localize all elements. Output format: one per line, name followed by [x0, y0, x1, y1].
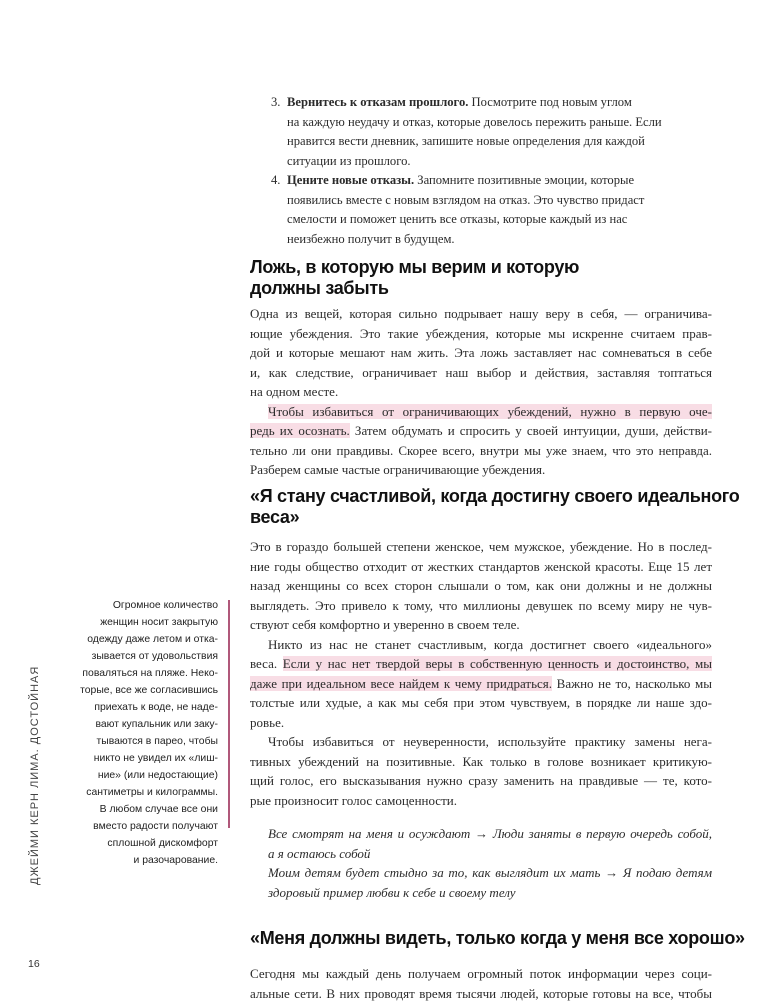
- sidebar-line: женщин носит закрытую: [60, 614, 218, 631]
- section-only-when-good-body: [250, 964, 712, 1003]
- text-line: ствуют себя комфортно и уверенно в своем теле.: [250, 615, 712, 635]
- numbered-list: [271, 93, 691, 249]
- text-line: появились вместе с новым взглядом на отказ. Это чувство придаст: [287, 191, 691, 211]
- text-line: [250, 654, 712, 674]
- heading-ideal-weight: [250, 486, 720, 528]
- text-segment: веса.: [250, 656, 283, 671]
- text-segment: Посмотрите под новым углом: [468, 95, 631, 109]
- text-line: тивных убеждений на позитивные. Как только в голове возникает критикую-: [250, 752, 712, 772]
- paragraph: [250, 635, 712, 733]
- text-line: нравится вести дневник, запишите новые определения для каждой: [287, 132, 691, 152]
- section-limiting-beliefs-body: [250, 304, 712, 480]
- text-segment: Важно не то, насколько мы: [552, 676, 712, 691]
- heading-line: «Я стану счастливой, когда достигну своего идеального: [250, 486, 720, 507]
- sidebar-line: никто не увидел их «лиш-: [60, 750, 218, 767]
- text-line: [250, 674, 712, 694]
- sidebar-line: сантиметры и килограммы.: [60, 784, 218, 801]
- sidebar-line: вают купальник или заку-: [60, 716, 218, 733]
- sidebar-line: тываются в парео, чтобы: [60, 733, 218, 750]
- heading-line: Ложь, в которую мы верим и которую: [250, 257, 720, 278]
- sidebar-rule: [228, 600, 230, 828]
- text-line: неизбежно получит в будущем.: [287, 230, 691, 250]
- paragraph: [250, 537, 712, 635]
- text-line: здоровый пример любви к себе и своему телу: [268, 883, 712, 903]
- text-line: назад женщины со всех сторон слышали о том, как они должны и не должны: [250, 576, 712, 596]
- text-line: [287, 171, 691, 191]
- list-item: [271, 93, 691, 171]
- text-line: [287, 93, 691, 113]
- affirmation-pair: [268, 863, 712, 902]
- text-line: [250, 421, 712, 441]
- text-line: Моим детям будет стыдно за то, как выглядит их мать → Я подаю детям: [268, 863, 712, 883]
- sidebar-line: поваляться на пляже. Неко-: [60, 665, 218, 682]
- list-number: 4.: [271, 171, 280, 191]
- heading-line: должны забыть: [250, 278, 720, 299]
- text-line: Чтобы избавиться от неуверенности, используйте практику замены нега-: [250, 732, 712, 752]
- text-line: ние годы общество отходит от жестких стандартов женской красоты. Еще 15 лет: [250, 557, 712, 577]
- heading-line: «Меня должны видеть, только когда у меня все хорошо»: [250, 928, 720, 949]
- affirmation-pair: [268, 824, 712, 863]
- text-line: на одном месте.: [250, 382, 712, 402]
- text-line: толстые или худые, а как мы себя при этом чувствуем, в порядке ли наше здо-: [250, 693, 712, 713]
- text-line: ситуации из прошлого.: [287, 152, 691, 172]
- sidebar-line: торые, все же согласившись: [60, 682, 218, 699]
- heading-line: веса»: [250, 507, 720, 528]
- section-ideal-weight-body: [250, 537, 712, 810]
- highlighted-text: редь их осознать.: [250, 423, 350, 438]
- text-line: Никто из нас не станет счастливым, когда достигнет своего «идеального»: [250, 635, 712, 655]
- list-item: [271, 171, 691, 249]
- highlighted-text: Если у нас нет твердой веры в собственную ценность и достоинство, мы: [283, 656, 712, 671]
- text-line: Разберем самые частые ограничивающие убеждения.: [250, 460, 712, 480]
- sidebar-line: В любом случае все они: [60, 801, 218, 818]
- text-line: [250, 402, 712, 422]
- sidebar-line: одежду даже летом и отка-: [60, 631, 218, 648]
- text-line: Это в гораздо большей степени женское, чем мужское, убеждение. Но в послед-: [250, 537, 712, 557]
- heading-only-when-good: [250, 928, 720, 949]
- text-line: смелости и поможет ценить все отказы, которые каждый из нас: [287, 210, 691, 230]
- page-number: 16: [28, 958, 40, 970]
- list-item-title: Вернитесь к отказам прошлого.: [287, 95, 468, 109]
- sidebar-line: сплошной дискомфорт: [60, 835, 218, 852]
- sidebar-line: зывается от удовольствия: [60, 648, 218, 665]
- text-segment: Запомните позитивные эмоции, которые: [414, 173, 634, 187]
- text-line: ровье.: [250, 713, 712, 733]
- text-line: и, как следствие, ограничивает наш выбор и действия, заставляя топтаться: [250, 363, 712, 383]
- paragraph: [250, 304, 712, 402]
- highlighted-text: Чтобы избавиться от ограничивающих убеждений, нужно в первую оче-: [268, 404, 712, 419]
- paragraph: [250, 732, 712, 810]
- sidebar-note: [60, 597, 218, 869]
- text-line: рые произносит голос самоценности.: [250, 791, 712, 811]
- affirmations-block: [268, 824, 712, 902]
- paragraph: [250, 402, 712, 480]
- text-line: ющие убеждения. Это такие убеждения, которые мы искренне считаем прав-: [250, 324, 712, 344]
- paragraph: [250, 964, 712, 1003]
- text-line: Сегодня мы каждый день получаем огромный поток информации через соци-: [250, 964, 712, 984]
- text-line: альные сети. В них проводят время тысячи людей, которые готовы на все, чтобы: [250, 984, 712, 1003]
- text-line: выглядеть. Это привело к тому, что миллионы девушек по всему миру не чув-: [250, 596, 712, 616]
- text-line: тельно ли они правдивы. Скорее всего, внутри мы уже знаем, что это неправда.: [250, 441, 712, 461]
- sidebar-line: вместо радости получают: [60, 818, 218, 835]
- list-number: 3.: [271, 93, 280, 113]
- sidebar-line: приехать к воде, не наде-: [60, 699, 218, 716]
- sidebar-line: и разочарование.: [60, 852, 218, 869]
- text-line: а я остаюсь собой: [268, 844, 712, 864]
- text-line: Одна из вещей, которая сильно подрывает нашу веру в себя, — ограничива-: [250, 304, 712, 324]
- text-line: щий голос, его высказывания нужно сразу заменить на правдивые — те, кото-: [250, 771, 712, 791]
- highlighted-text: даже при идеальном весе найдем к чему придраться.: [250, 676, 552, 691]
- running-head: ДЖЕЙМИ КЕРН ЛИМА. ДОСТОЙНАЯ: [29, 666, 41, 885]
- text-line: на каждую неудачу и отказ, которые довелось пережить раньше. Если: [287, 113, 691, 133]
- text-segment: Затем обдумать и спросить у своей интуиции, души, действи-: [350, 423, 712, 438]
- heading-limiting-beliefs: [250, 257, 720, 299]
- text-line: дой и которые мешают нам жить. Эта ложь заставляет нас сомневаться в себе: [250, 343, 712, 363]
- sidebar-line: Огромное количество: [60, 597, 218, 614]
- text-line: Все смотрят на меня и осуждают → Люди заняты в первую очередь собой,: [268, 824, 712, 844]
- sidebar-line: ние» (или недостающие): [60, 767, 218, 784]
- list-item-title: Цените новые отказы.: [287, 173, 414, 187]
